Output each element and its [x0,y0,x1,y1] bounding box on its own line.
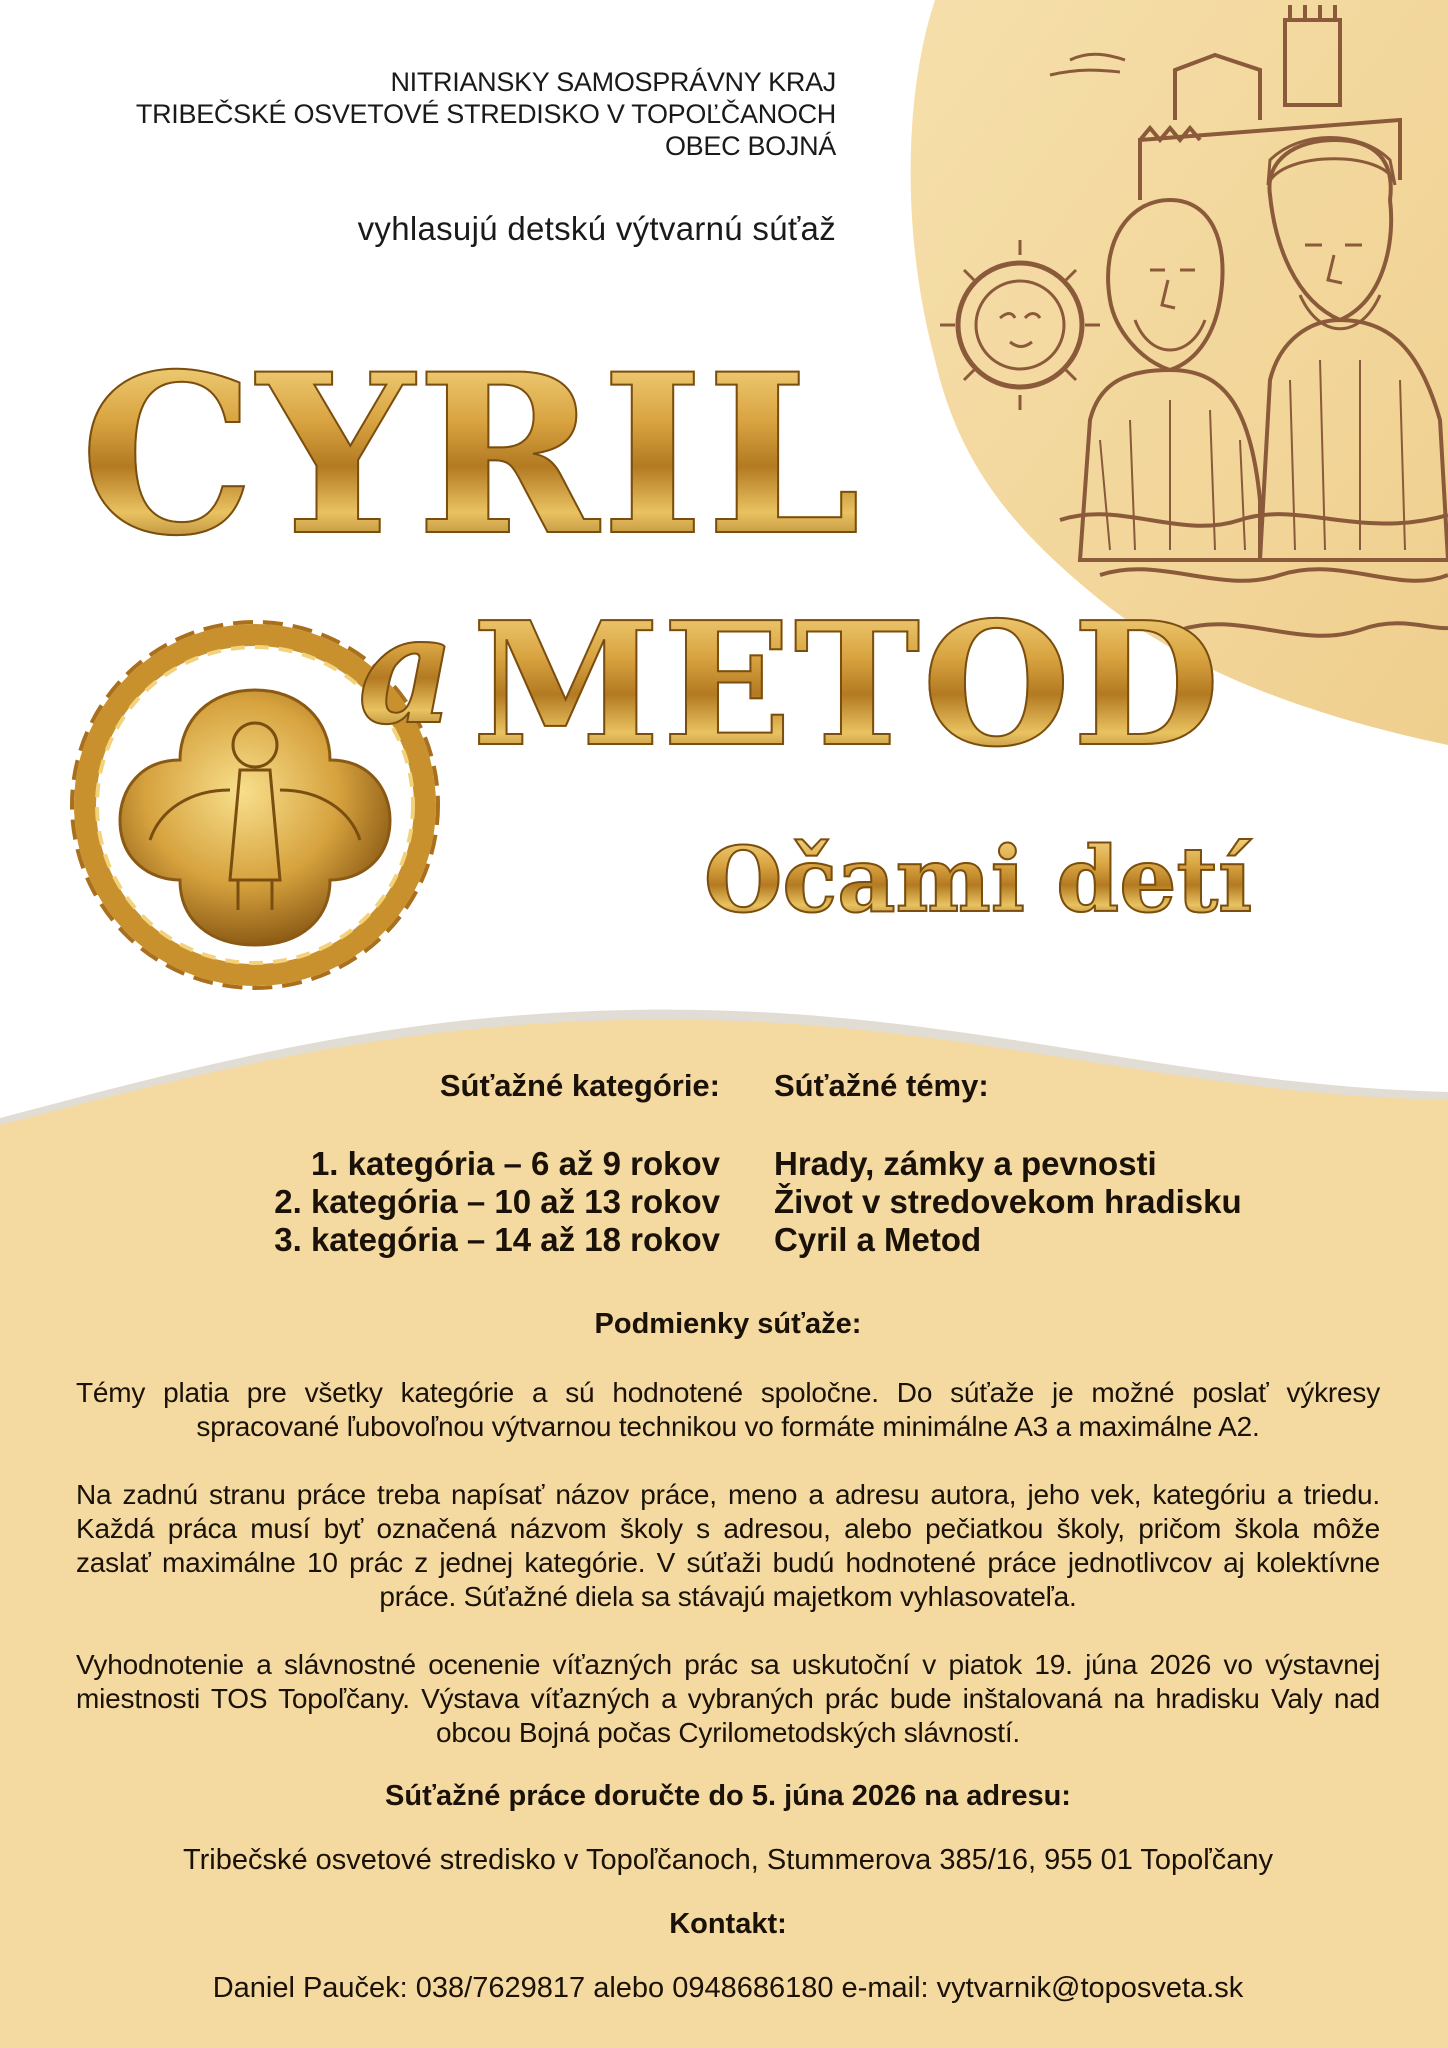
title-metod: METOD [472,585,1222,785]
conditions-paragraph: Vyhodnotenie a slávnostné ocenenie víťazných prác sa uskutoční v piatok 19. júna 2026 vo výstavnej miestnosti TOS Topoľčany. Výstava víťazných a vybraných prác bude inštalovaná na hradisku Valy nad obcou Bojná počas Cyrilometodských slávností. [76,1649,1380,1748]
theme-item: Život v stredovekom hradisku [774,1183,1242,1220]
organizers-block [136,66,836,162]
conditions-heading: Podmienky súťaže: [594,1308,862,1340]
organizer-line: NITRIANSKY SAMOSPRÁVNY KRAJ [390,67,836,97]
categories-heading: Súťažné kategórie: [439,1068,720,1103]
category-item: 3. kategória – 14 až 18 rokov [274,1221,720,1258]
themes-heading: Súťažné témy: [774,1068,989,1103]
organizer-line: OBEC BOJNÁ [664,131,836,161]
categories-list [274,1145,720,1259]
conditions-paragraph: Na zadnú stranu práce treba napísať názov práce, meno a adresu autora, jeho vek, kategóriu a triedu. Každá práca musí byť označená názvom školy s adresou, alebo pečiatkou školy, pričom škola môže zaslať maximálne 10 prác z jednej kategórie. V súťaži budú hodnotené práce jednotlivcov aj kolektívne práce. Súťažné diela sa stávajú majetkom vyhlasovateľa. [76,1479,1380,1612]
contact-line: Daniel Pauček: 038/7629817 alebo 0948686180 e-mail: vytvarnik@toposveta.sk [212,1972,1244,2004]
title-cyril: CYRIL [80,325,863,584]
themes-list [774,1145,1242,1259]
theme-item: Hrady, zámky a pevnosti [774,1145,1157,1182]
title-subtitle: Očami detí [704,827,1253,933]
announcement-text: vyhlasujú detskú výtvarnú súťaž [357,210,836,247]
conditions-paragraph: Témy platia pre všetky kategórie a sú hodnotené spoločne. Do súťaže je možné poslať výkresy spracované ľubovoľnou výtvarnou technikou vo formáte minimálne A3 a maximálne A2. [76,1377,1380,1442]
category-item: 1. kategória – 6 až 9 rokov [310,1145,720,1182]
delivery-heading: Súťažné práce doručte do 5. júna 2026 na adresu: [385,1780,1071,1812]
organizer-line: TRIBEČSKÉ OSVETOVÉ STREDISKO V TOPOĽČANOCH [135,99,836,129]
title-conjunction: a [358,582,456,758]
theme-item: Cyril a Metod [774,1221,982,1258]
contact-heading: Kontakt: [669,1908,787,1940]
delivery-address: Tribečské osvetové stredisko v Topoľčanoch, Stummerova 385/16, 955 01 Topoľčany [183,1844,1273,1876]
category-item: 2. kategória – 10 až 13 rokov [274,1183,720,1220]
